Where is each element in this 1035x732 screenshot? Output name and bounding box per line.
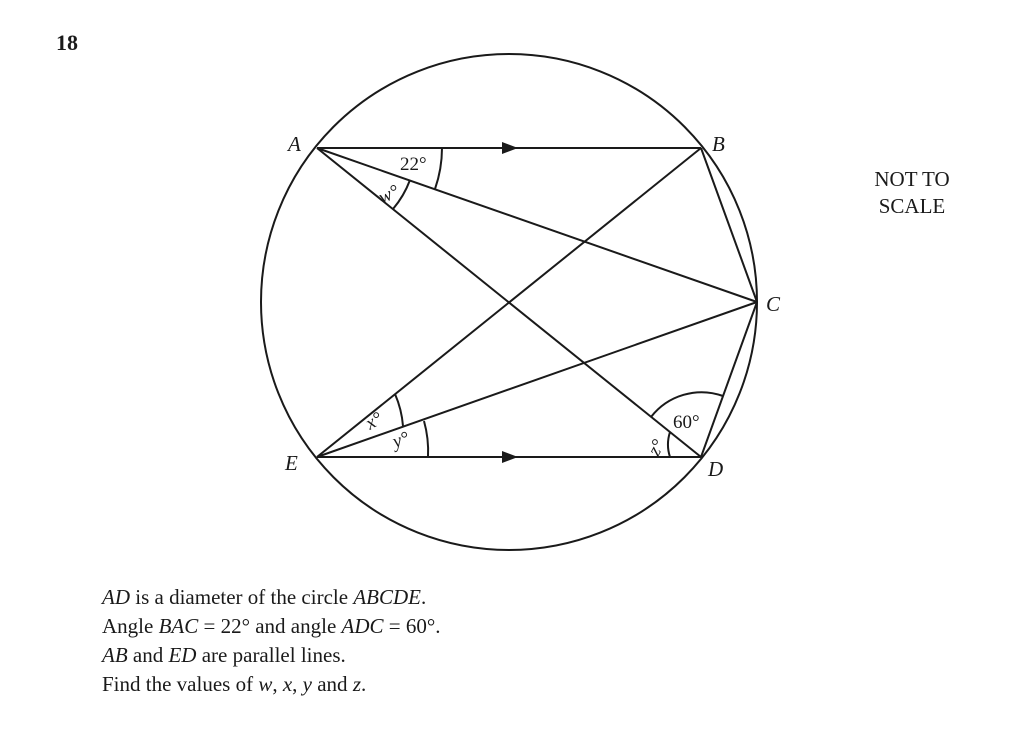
- note-line-1: NOT TO: [874, 167, 950, 191]
- question-text: [102, 583, 441, 699]
- parallel-arrow-ab: [502, 142, 518, 154]
- angle-label-w: w°: [375, 180, 403, 209]
- label-point-c: C: [766, 292, 781, 316]
- chord-cd: [701, 302, 757, 457]
- angle-label-x: x°: [362, 408, 387, 435]
- arc-angle-x: [395, 394, 403, 426]
- label-point-b: B: [712, 132, 725, 156]
- chord-bc: [701, 148, 757, 302]
- question-line: Find the values of w, x, y and z.: [102, 672, 367, 696]
- arc-angle-bac: [435, 148, 442, 189]
- question-line: AD is a diameter of the circle ABCDE.: [102, 585, 427, 609]
- question-line: AB and ED are parallel lines.: [102, 643, 346, 667]
- angle-label-bac: 22°: [400, 154, 427, 175]
- not-to-scale-note: [852, 166, 972, 220]
- angle-label-z: z°: [643, 436, 670, 460]
- question-line: Angle BAC = 22° and angle ADC = 60°.: [102, 614, 441, 638]
- label-point-a: A: [288, 132, 301, 156]
- parallel-arrow-ed: [502, 451, 518, 463]
- note-line-2: SCALE: [878, 194, 946, 218]
- label-point-e: E: [285, 451, 298, 475]
- arc-angle-z: [668, 432, 670, 457]
- angle-label-adc: 60°: [673, 412, 700, 433]
- arc-angle-y: [424, 421, 428, 457]
- label-point-d: D: [708, 457, 724, 481]
- question-number: 18: [56, 30, 78, 55]
- angle-label-y: y°: [390, 427, 412, 453]
